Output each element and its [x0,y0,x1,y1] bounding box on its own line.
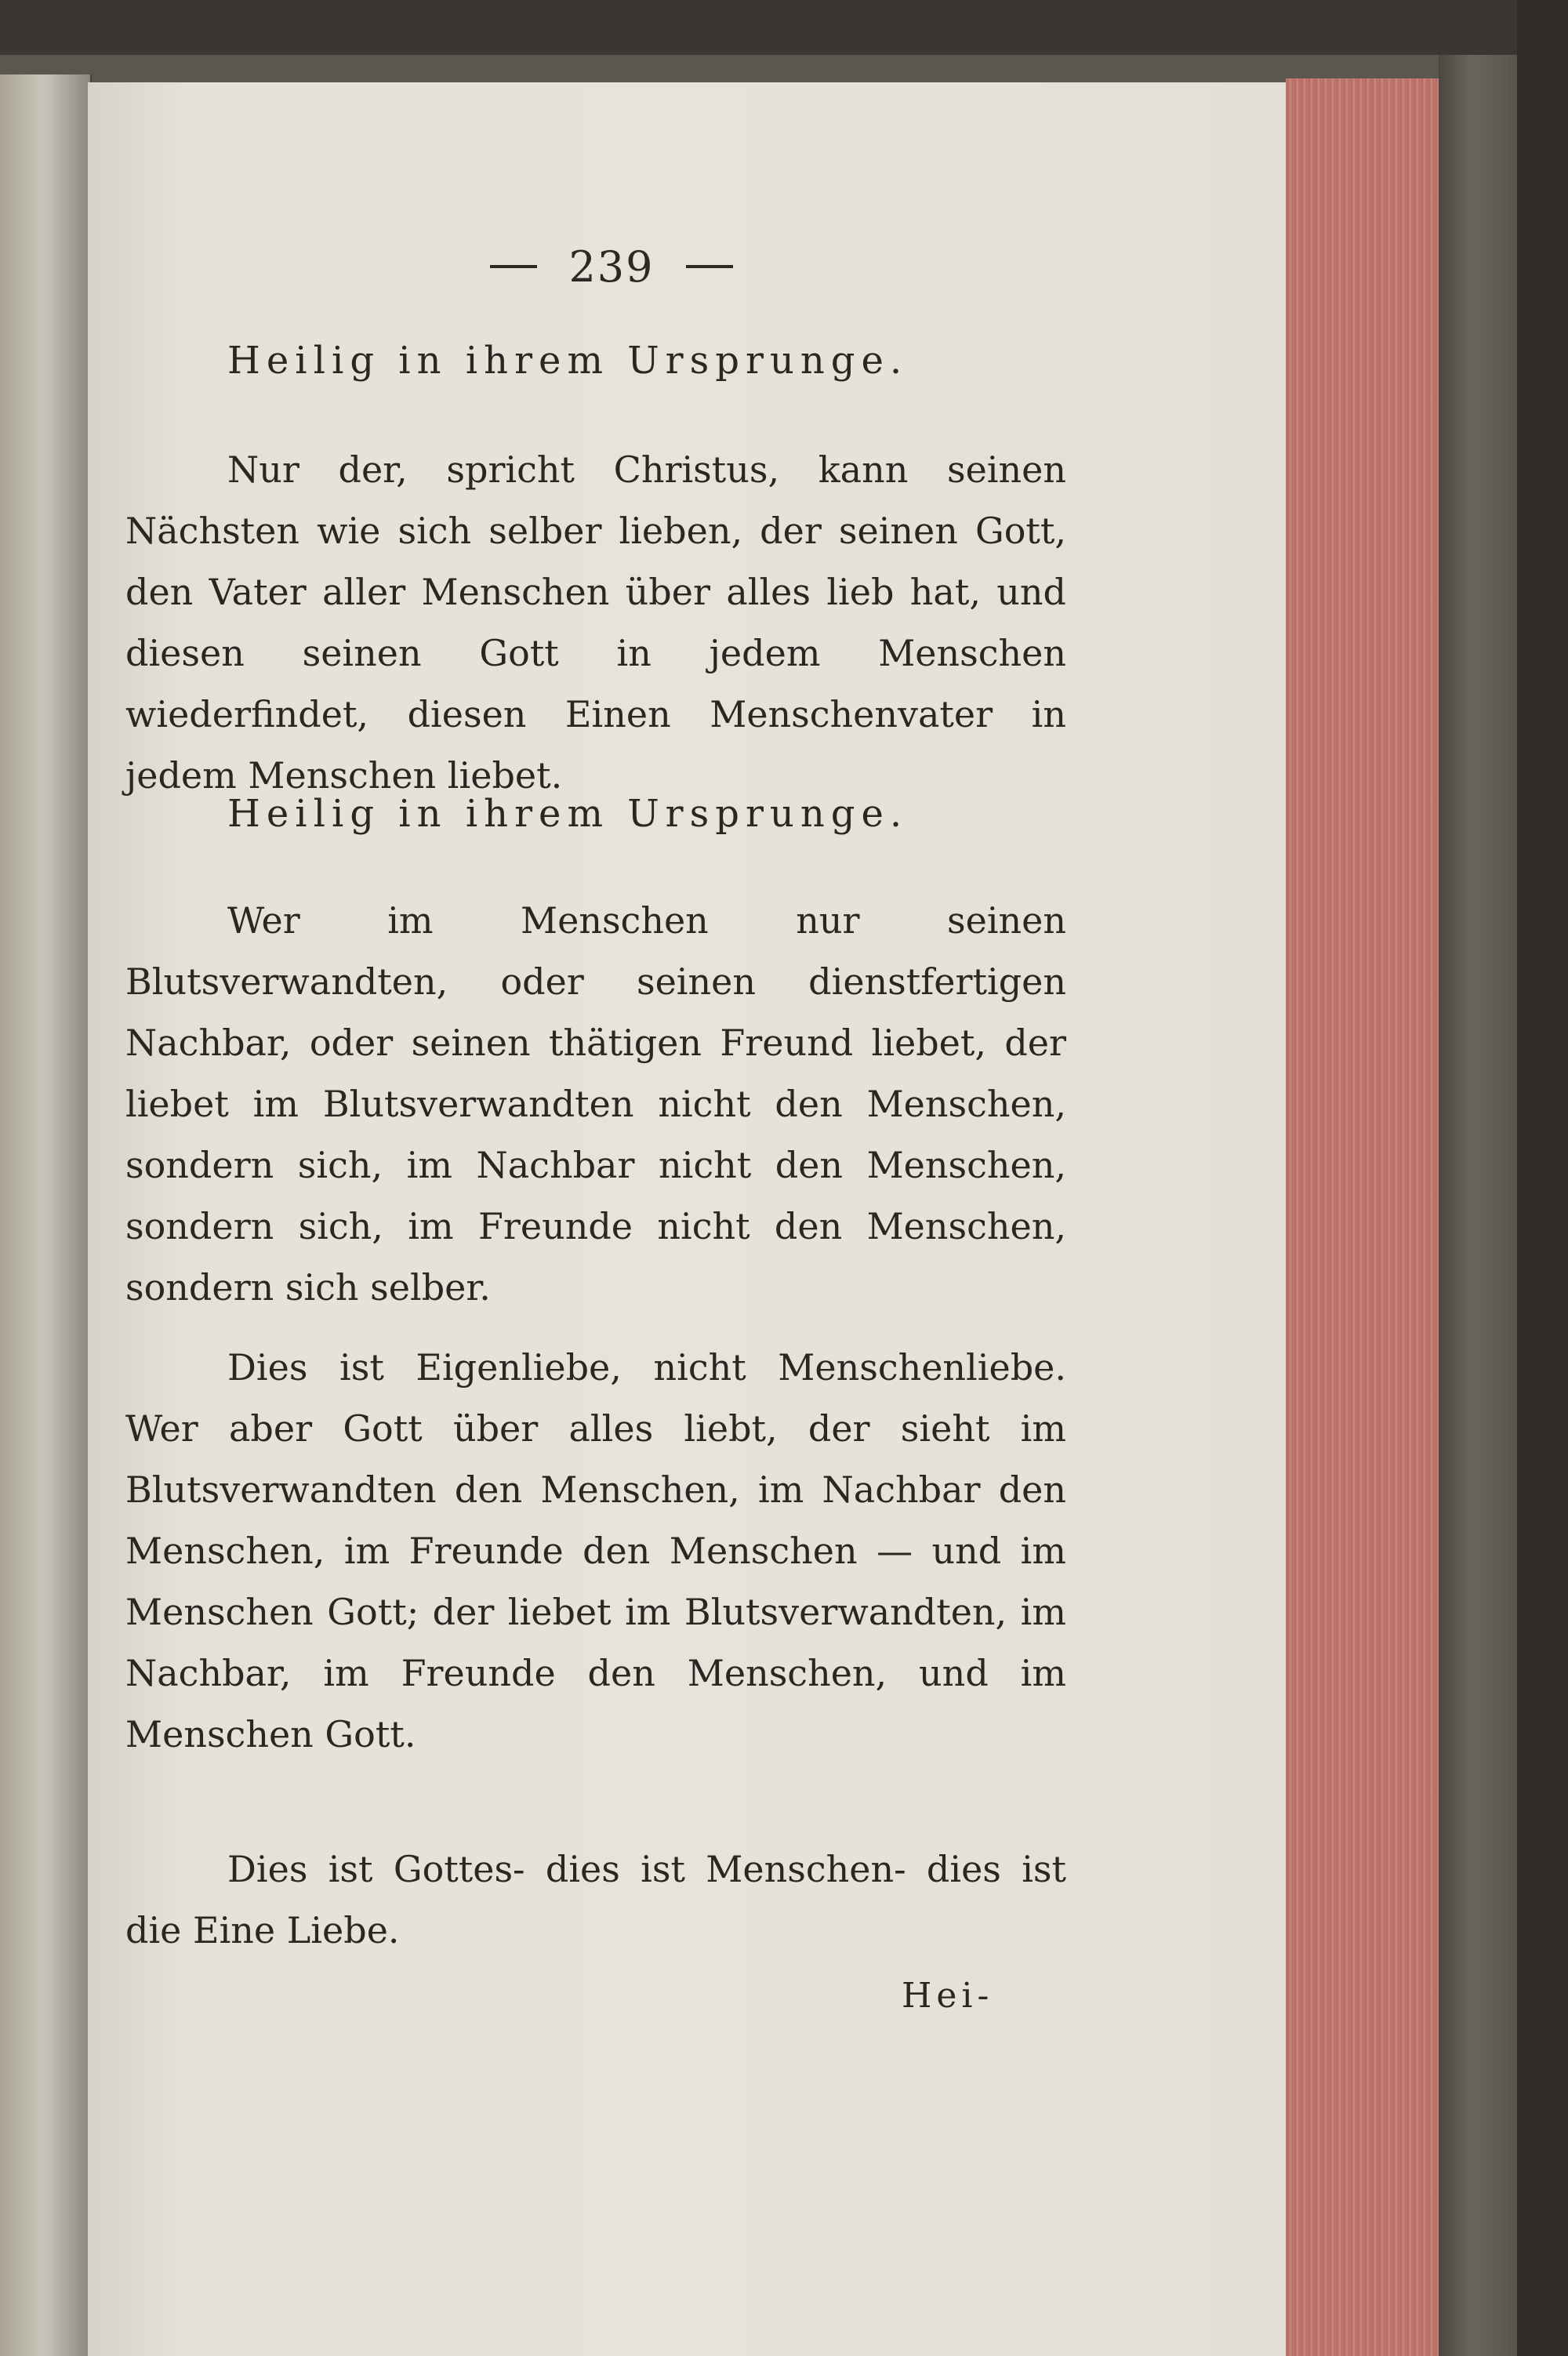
header-dash-right [686,265,733,268]
paragraph-4: Dies ist Gottes- dies ist Menschen- dies ist die Eine Liebe. [125,1848,1066,1951]
page-number: 239 [568,241,655,292]
gutter-shadow [49,74,92,2356]
paragraph-2: Wer im Menschen nur seinen Blutsverwandten, oder seinen dienstfertigen Nachbar, oder seinen thätigen Freund liebet, der liebet im Blutsverwandten nicht den Menschen, sondern sich, im Nachbar nicht den Menschen, sondern sich, im Freunde nicht den Menschen, sondern sich selber. [125,899,1066,1309]
book-cover-board [1439,55,1517,2356]
page-fore-edge [1286,78,1439,2356]
section-heading-1: Heilig in ihrem Ursprunge. [227,339,909,383]
paragraph-3: Dies ist Eigenliebe, nicht Menschenliebe. Wer aber Gott über alles liebt, der sieht im Blutsverwandten den Menschen, im Nachbar den Menschen, im Freunde den Menschen — und im Menschen Gott; der liebet im Blutsverwandten, im Nachbar, im Freunde den Menschen, und im Menschen Gott. [125,1346,1066,1755]
header-dash-left [490,265,537,268]
page-header [439,235,784,298]
scan-edge [1517,0,1568,2356]
section-heading-2: Heilig in ihrem Ursprunge. [227,792,909,836]
catchword: Hei- [902,1976,994,2016]
paragraph-1: Nur der, spricht Christus, kann seinen Nächsten wie sich selber lieben, der seinen Gott, den Vater aller Menschen über alles lieb hat, und diesen seinen Gott in jedem Menschen wiederfindet, diesen Einen Menschenvater in jedem Menschen liebet. [125,448,1066,797]
